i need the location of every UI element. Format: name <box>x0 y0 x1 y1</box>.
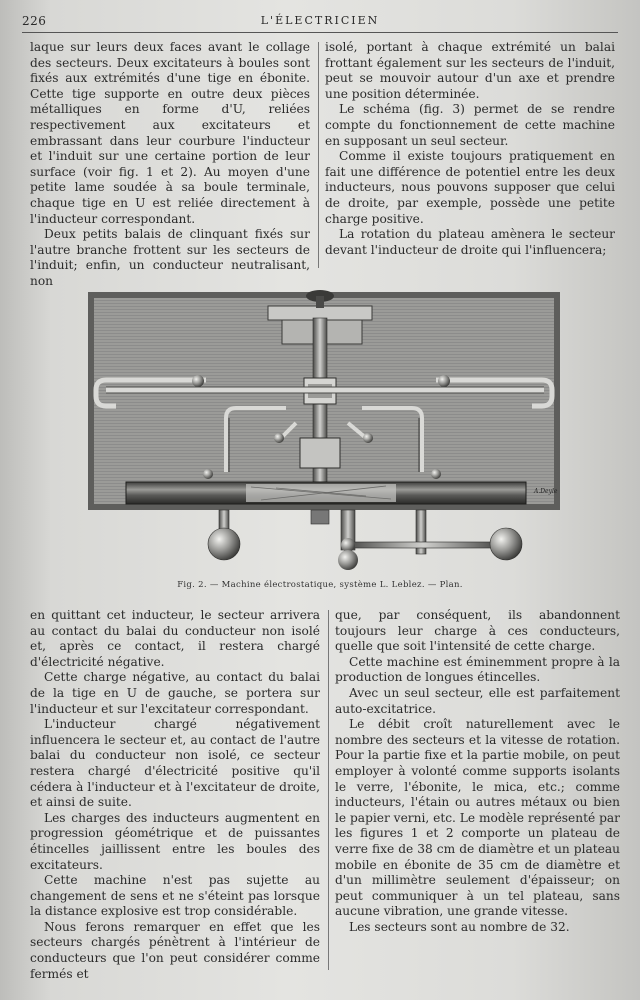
exciter-ball-right <box>490 528 522 560</box>
paragraph: isolé, portant à chaque extrémité un balai frottant également sur les secteurs de l'induit, peut se mouvoir autour d'un axe et prendre une position déterminée. <box>325 40 615 101</box>
column-divider <box>328 610 329 970</box>
paragraph: Comme il existe toujours pratiquement en fait une différence de potentiel entre les deux inducteurs, nous pouvons supposer que celui de droite, par exemple, possède une petite charge positive. <box>325 149 615 226</box>
paragraph: Les charges des inducteurs augmentent en progression géométrique et de puissantes étincelles jaillissent entre les boules des excitateurs. <box>30 810 320 872</box>
exciter-ball-left <box>208 528 240 560</box>
machine-engraving <box>86 288 562 578</box>
column-top-right <box>325 40 615 270</box>
page-header <box>22 10 618 33</box>
paragraph: Avec un seul secteur, elle est parfaitement auto-excitatrice. <box>335 685 620 716</box>
running-title: L'ÉLECTRICIEN <box>260 14 380 27</box>
paragraph: L'inducteur chargé négativement influencera le secteur et, au contact de l'autre balai du conducteur non isolé, ce secteur restera chargé d'électricité positive qu'il cédera à l'inducteur et à l'excitateur de droite, et ainsi de suite. <box>30 717 320 810</box>
paragraph: Cette machine est éminemment propre à la production de longues étincelles. <box>335 654 620 685</box>
paragraph: Le débit croît naturellement avec le nombre des secteurs et la vitesse de rotation. Pour la partie fixe et la partie mobile, on peut employer à volonté comme supports isolants le verre, l'ébonite, le mica, etc.; comme inducteurs, l'étain ou autres métaux ou bien le papier verni, etc. Le modèle représenté par les figures 1 et 2 comporte un plateau de verre fixe de 38 cm de diamètre et un plateau mobile en ébonite de 35 cm de diamètre et d'un millimètre seulement d'épaisseur; on peut communiquer à un tel plateau, sans aucune vibration, une grande vitesse. <box>335 717 620 919</box>
column-divider <box>318 42 319 268</box>
central-spindle <box>313 318 327 498</box>
column-top-left <box>30 40 310 288</box>
paragraph: en quittant cet inducteur, le secteur arrivera au contact du balai du conducteur non isolé et, après ce contact, il restera chargé d'électricité négative. <box>30 608 320 669</box>
paragraph: Le schéma (fig. 3) permet de se rendre compte du fonctionnement de cette machine en supposant un seul secteur. <box>325 102 615 148</box>
paragraph: Cette machine n'est pas sujette au changement de sens et ne s'éteint pas lorsque la distance explosive est trop considérable. <box>30 873 320 919</box>
engraver-signature: A.Deyle <box>534 488 558 495</box>
paragraph: Deux petits balais de clinquant fixés sur l'autre branche frottent sur les secteurs de l'induit; enfin, un conducteur neutralisant, non <box>30 227 310 288</box>
column-bottom-right <box>335 608 620 978</box>
paragraph: La rotation du plateau amènera le secteur devant l'inducteur de droite qui l'influencera; <box>325 227 615 257</box>
paragraph: laque sur leurs deux faces avant le collage des secteurs. Deux excitateurs à boules sont fixés aux extrémités d'une tige en ébonite. Cette tige supporte en outre deux pièces métalliques en forme d'U, reliées respectivement aux excitateurs et embrassant dans leur courbure l'inducteur et l'induit sur une certaine portion de leur surface (voir fig. 1 et 2). Au moyen d'une petite lame soudée à sa boule terminale, chaque tige en U est reliée directement à l'inducteur correspondant. <box>30 40 310 226</box>
paragraph: que, par conséquent, ils abandonnent toujours leur charge à ces conducteurs, quelle que soit l'intensité de cette charge. <box>335 608 620 654</box>
figure-caption: Fig. 2. — Machine électrostatique, système L. Leblez. — Plan. <box>177 580 463 590</box>
paragraph: Nous ferons remarquer en effet que les secteurs chargés pénètrent à l'intérieur de conducteurs que l'on peut considérer comme fermés et <box>30 919 320 981</box>
paragraph: Cette charge négative, au contact du balai de la tige en U de gauche, se portera sur l'inducteur et sur l'excitateur correspondant. <box>30 670 320 716</box>
paragraph: Les secteurs sont au nombre de 32. <box>349 919 570 934</box>
page-number: 226 <box>22 14 47 28</box>
column-bottom-left <box>30 608 320 981</box>
